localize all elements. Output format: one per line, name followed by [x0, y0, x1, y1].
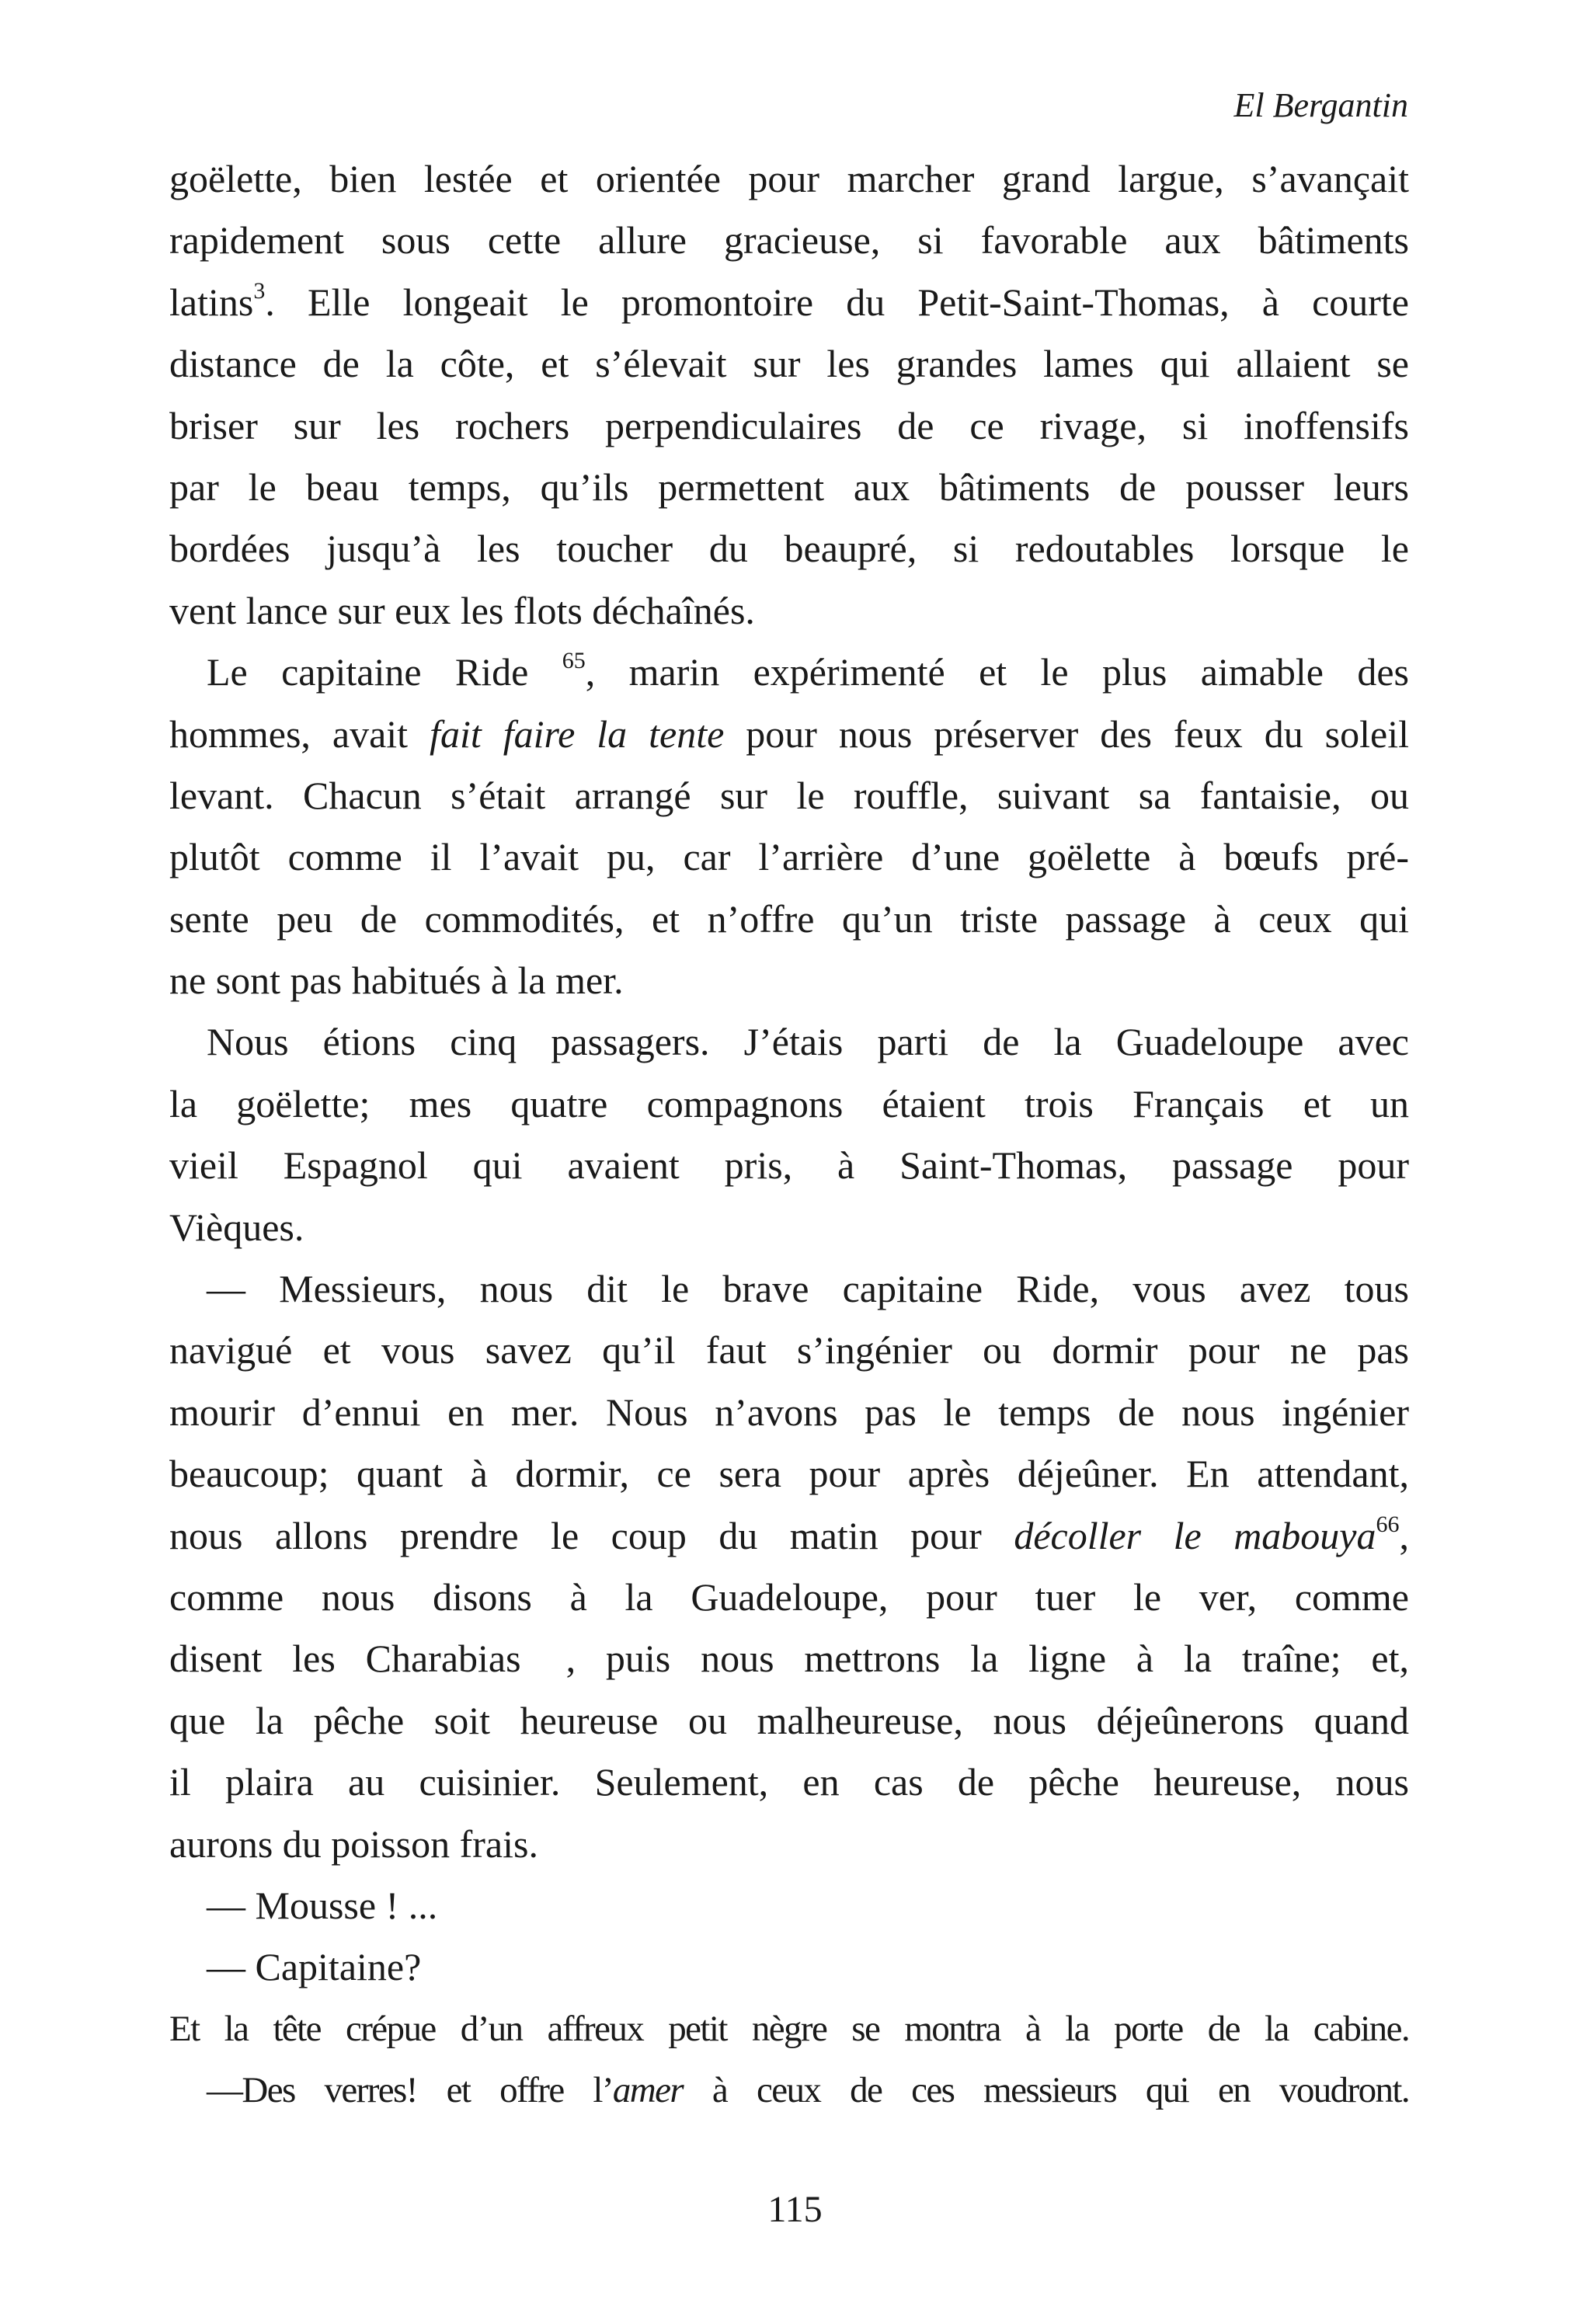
text-segment: Et la tête crépue d’un affreux petit nègre se montra à la porte de la cabine. [169, 2008, 1409, 2049]
italic-text: décoller le mabouya [1014, 1513, 1376, 1557]
text-segment: , puis nous mettrons la ligne à la traîne; et, [565, 1637, 1409, 1681]
text-line [169, 1320, 1409, 1381]
text-segment: sente peu de commodités, et n’offre qu’un triste passage à ceux qui [169, 896, 1409, 941]
footnote-reference: 65 [562, 648, 586, 674]
footnote-reference: 66 [1376, 1511, 1400, 1537]
text-segment: bordées jusqu’à les toucher du beaupré, si redoutables lorsque le [169, 527, 1409, 571]
text-line [169, 1443, 1409, 1505]
text-line [169, 210, 1409, 271]
text-segment: Nous étions cinq passagers. J’étais parti de la Guadeloupe avec [207, 1020, 1409, 1064]
text-segment: vent lance sur eux les flots déchaînés. [169, 588, 755, 632]
text-segment: — Mousse ! ... [207, 1883, 438, 1927]
text-line [169, 333, 1409, 395]
text-segment: comme nous disons à la Guadeloupe, pour tuer le ver, comme [169, 1574, 1409, 1619]
text-line [169, 1073, 1409, 1135]
text-segment: aurons du poisson frais. [169, 1821, 538, 1866]
text-segment: mourir d’ennui en mer. Nous n’avons pas le temps de nous ingénier [169, 1390, 1409, 1434]
text-segment: latins [169, 280, 254, 324]
footnote-reference: 3 [253, 277, 266, 304]
text-line [169, 1752, 1409, 1813]
text-line [169, 950, 1409, 1011]
text-segment: briser sur les rochers perpendiculaires de ce rivage, si inoffensifs [169, 403, 1409, 447]
text-line [169, 1628, 1409, 1689]
text-line [169, 889, 1409, 950]
text-segment: hommes, avait [169, 711, 430, 756]
text-segment: goëlette, bien lestée et orientée pour marcher grand largue, s’avançait [169, 157, 1409, 200]
text-line [169, 1011, 1409, 1073]
text-line [169, 1197, 1409, 1258]
text-segment: levant. Chacun s’était arrangé sur le rouffle, suivant sa fantaisie, ou [169, 773, 1409, 817]
text-segment: —Des verres! et offre l’ [207, 2070, 613, 2111]
text-line [169, 642, 1409, 703]
text-segment: — Capitaine? [207, 1945, 422, 1989]
text-line [169, 1505, 1409, 1567]
text-line [169, 826, 1409, 888]
text-line [169, 1814, 1409, 1875]
text-line [169, 1999, 1409, 2060]
text-segment: nous allons prendre le coup du matin pour [169, 1513, 1014, 1557]
text-segment: navigué et vous savez qu’il faut s’ingénier ou dormir pour ne pas [169, 1328, 1409, 1372]
text-segment: que la pêche soit heureuse ou malheureuse, nous déjeûnerons quand [169, 1698, 1409, 1742]
text-segment: disent les Charabias [169, 1637, 521, 1681]
text-line [169, 704, 1409, 765]
page-number: 115 [767, 2189, 823, 2230]
italic-text: fait faire la tente [430, 711, 725, 756]
body-text [169, 148, 1409, 2122]
text-segment: à ceux de ces messieurs qui en voudront. [683, 2070, 1409, 2111]
text-segment: distance de la côte, et s’élevait sur les grandes lames qui allaient se [169, 342, 1409, 386]
text-line [169, 518, 1409, 579]
text-segment: . Elle longeait le promontoire du Petit-Saint-Thomas, à courte [265, 280, 1409, 324]
text-segment: la goëlette; mes quatre compagnons étaient trois Français et un [169, 1081, 1409, 1125]
italic-text: amer [612, 2070, 684, 2111]
text-segment: Vièques. [169, 1205, 304, 1249]
text-line [169, 1567, 1409, 1628]
running-header: El Bergantin [1233, 86, 1408, 124]
text-line [169, 1875, 1409, 1936]
text-segment: rapidement sous cette allure gracieuse, si favorable aux bâtiments [169, 218, 1409, 263]
text-line [169, 765, 1409, 826]
text-line [169, 1936, 1409, 1998]
text-segment: ne sont pas habitués à la mer. [169, 958, 624, 1003]
text-segment: plutôt comme il l’avait pu, car l’arrière d’une goëlette à bœufs pré- [169, 835, 1409, 879]
text-segment: beaucoup; quant à dormir, ce sera pour après déjeûner. En attendant, [169, 1452, 1409, 1496]
text-segment: pour nous préserver des feux du soleil [724, 711, 1409, 756]
text-segment: il plaira au cuisinier. Seulement, en cas de pêche heureuse, nous [169, 1760, 1409, 1804]
text-segment: — Messieurs, nous dit le brave capitaine Ride, vous avez tous [207, 1267, 1409, 1311]
text-line [169, 272, 1409, 333]
text-segment: par le beau temps, qu’ils permettent aux bâtiments de pousser leurs [169, 464, 1409, 509]
text-line [169, 148, 1409, 210]
text-line [169, 1382, 1409, 1443]
text-line [169, 1258, 1409, 1320]
text-line [169, 395, 1409, 457]
text-line [169, 457, 1409, 518]
text-segment: vieil Espagnol qui avaient pris, à Saint-Thomas, passage pour [169, 1143, 1409, 1188]
text-line [169, 1690, 1409, 1752]
text-line [169, 580, 1409, 642]
text-segment: , marin expérimenté et le plus aimable des [585, 650, 1409, 694]
text-segment: Le capitaine Ride [207, 650, 562, 694]
text-line [169, 2060, 1409, 2121]
text-line [169, 1135, 1409, 1196]
text-segment: , [1399, 1513, 1409, 1557]
